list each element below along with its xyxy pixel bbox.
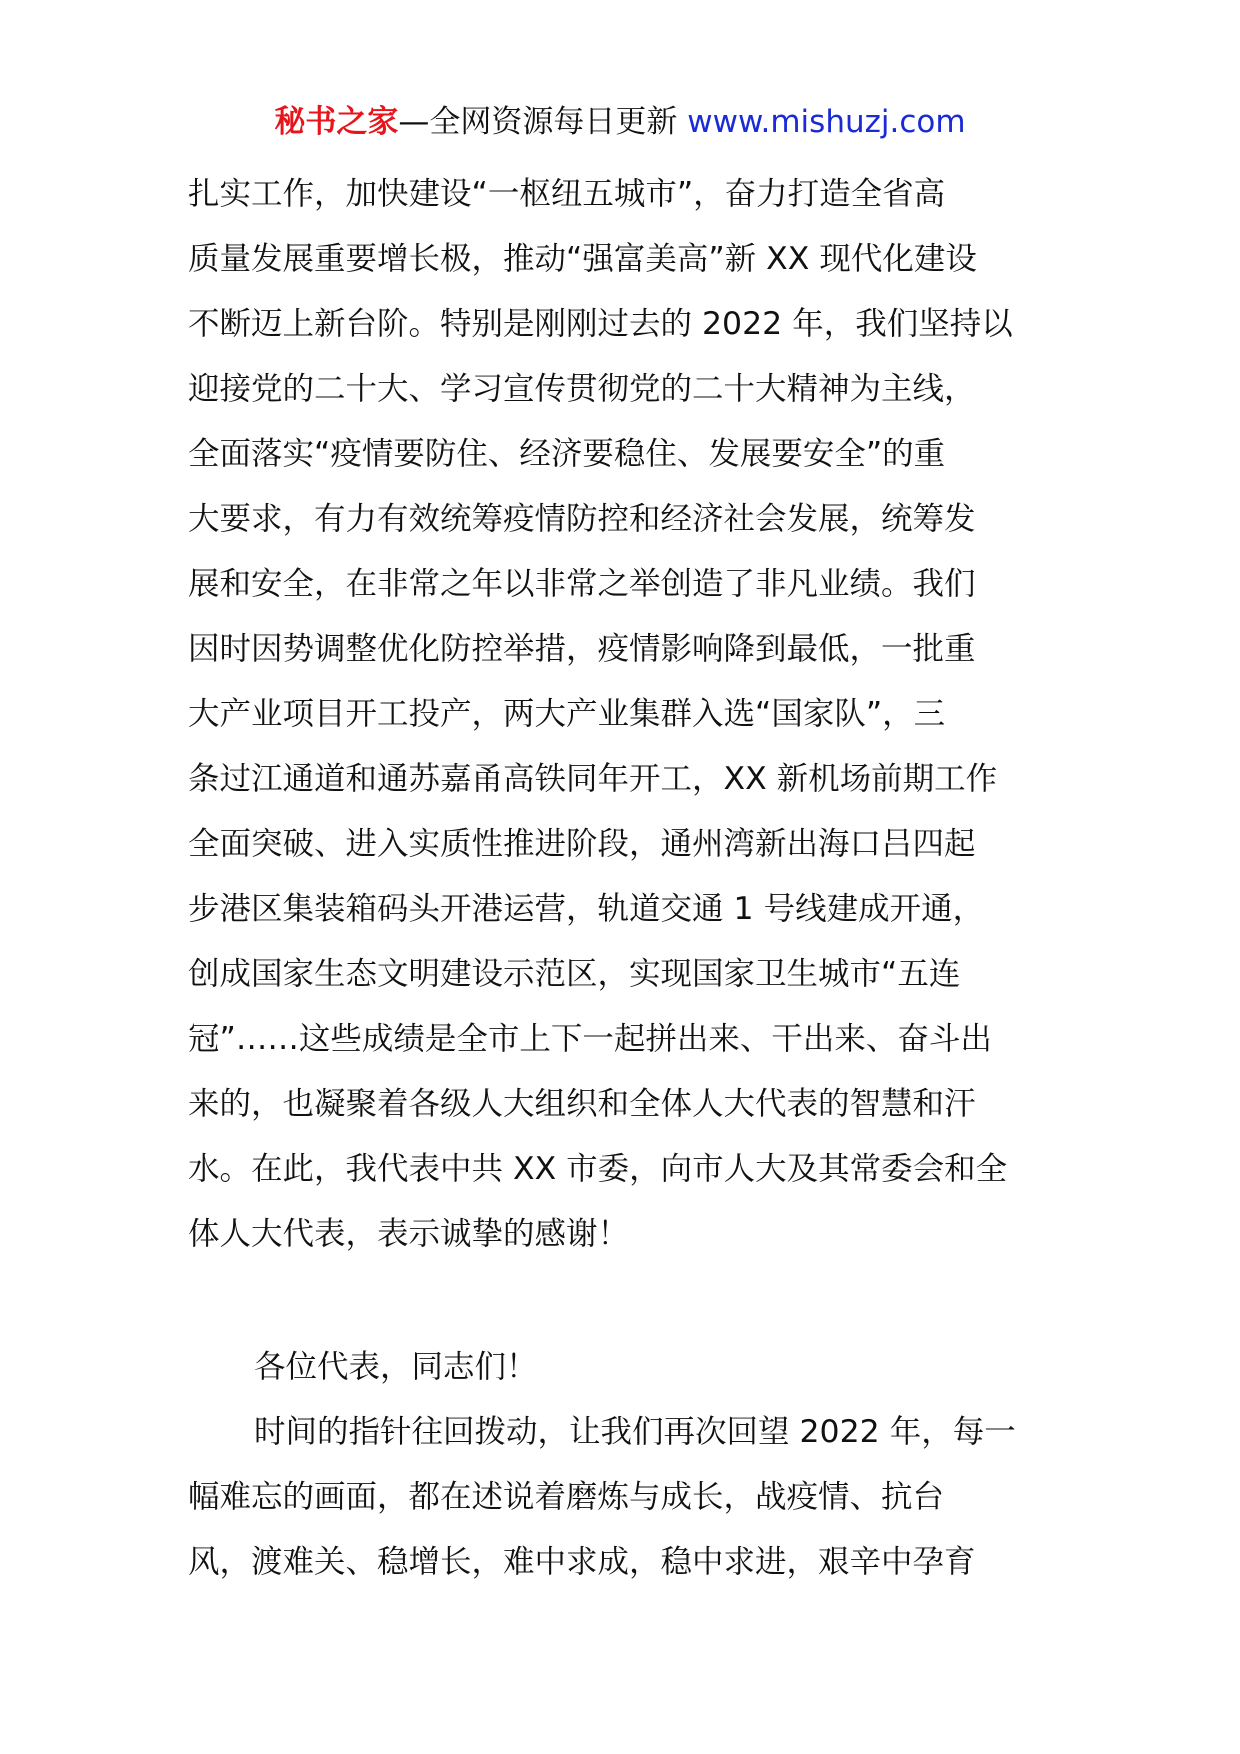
site-header (0, 100, 1240, 144)
text-line: 大要求，有力有效统筹疫情防控和经济社会发展，统筹发 (188, 501, 976, 537)
text-line: 风，渡难关、稳增长，难中求成，稳中求进，艰辛中孕育 (188, 1544, 976, 1580)
text-line: 冠”……这些成绩是全市上下一起拼出来、干出来、奋斗出 (188, 1021, 992, 1057)
text-line: 体人大代表，表示诚挚的感谢！ (188, 1216, 630, 1252)
text-line: 水。在此，我代表中共 XX 市委，向市人大及其常委会和全 (188, 1151, 1008, 1187)
document-body (188, 162, 1056, 1595)
text-line: 质量发展重要增长极，推动“强富美高”新 XX 现代化建设 (188, 241, 977, 277)
text-line: 展和安全，在非常之年以非常之举创造了非凡业绩。我们 (188, 566, 976, 602)
greeting-line: 各位代表，同志们！ (254, 1349, 538, 1385)
text-line: 全面落实“疫情要防住、经济要稳住、发展要安全”的重 (188, 436, 946, 472)
text-line: 迎接党的二十大、学习宣传贯彻党的二十大精神为主线， (188, 371, 976, 407)
site-url-link[interactable]: www.mishuzj.com (687, 104, 966, 140)
text-line: 步港区集装箱码头开港运营，轨道交通 1 号线建成开通， (188, 891, 985, 927)
text-line: 时间的指针往回拨动，让我们再次回望 2022 年，每一 (254, 1414, 1016, 1450)
text-line: 全面突破、进入实质性推进阶段，通州湾新出海口吕四起 (188, 826, 976, 862)
text-line: 创成国家生态文明建设示范区，实现国家卫生城市“五连 (188, 956, 961, 992)
paragraph-1 (188, 162, 1056, 1267)
text-line: 来的，也凝聚着各级人大组织和全体人大代表的智慧和汗 (188, 1086, 976, 1122)
text-line: 不断迈上新台阶。特别是刚刚过去的 2022 年，我们坚持以 (188, 306, 1013, 342)
text-line: 大产业项目开工投产，两大产业集群入选“国家队”，三 (188, 696, 946, 732)
brand-name: 秘书之家 (274, 104, 399, 140)
text-line: 幅难忘的画面，都在述说着磨炼与成长，战疫情、抗台 (188, 1479, 945, 1515)
text-line: 扎实工作，加快建设“一枢纽五城市”，奋力打造全省高 (188, 176, 946, 212)
header-slogan: —全网资源每日更新 (398, 104, 688, 140)
paragraph-2 (188, 1400, 1056, 1595)
paragraph-spacer (188, 1267, 1056, 1335)
text-line: 条过江通道和通苏嘉甬高铁同年开工，XX 新机场前期工作 (188, 761, 998, 797)
text-line: 因时因势调整优化防控举措，疫情影响降到最低，一批重 (188, 631, 976, 667)
